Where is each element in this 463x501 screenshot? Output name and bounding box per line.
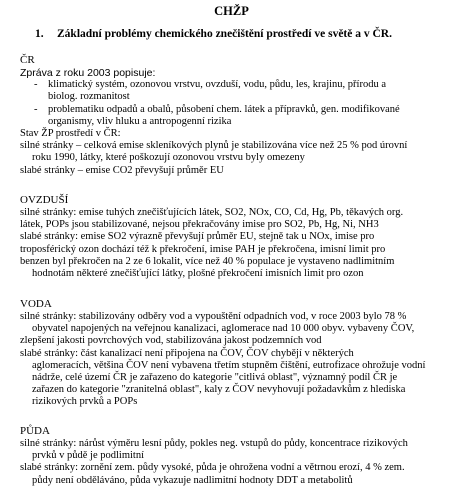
soil-title: PŮDA (20, 425, 50, 437)
cr-bullet-2-text: problematiku odpadů a obalů, působení chem. látek a přípravků, gen. modifikované (48, 103, 400, 115)
air-line-2: látek, POPs jsou stabilizované, nejsou překračovány imise pro SO2, Pb, Hg, Ni, NH3 (20, 219, 379, 231)
water-line-3: zlepšení jakosti povrchových vod, stabilizována jakost podzemních vod (20, 335, 322, 347)
soil-line-1: silné stránky: nárůst výměru lesní půdy, pokles neg. vstupů do půdy, koncentrace rizikových (20, 438, 408, 449)
soil-line-3: slabé stránky: zornění zem. půdy vysoké, půda je ohrožena vodní a větrnou erozí, 4 % zem. (20, 462, 405, 474)
heading-text: Základní problémy chemického znečištění prostředí ve světě a v ČR. (57, 28, 392, 40)
document-title: CHŽP (214, 4, 249, 18)
water-line-4: slabé stránky: část kanalizací není připojena na ČOV, ČOV chybějí v některých (20, 347, 354, 359)
cr-weak: slabé stránky – emise CO2 převyšují průměr EU (20, 164, 224, 176)
air-line-6: hodnotám některé znečišťující látky, plošné překročení imisních limit pro ozon (32, 268, 364, 280)
soil-line-4: půdy není obděláváno, půda vykazuje nadlimitní hodnoty DDT a metabolitů (32, 474, 353, 486)
cr-strong-1: silné stránky – celková emise skleníkových plynů je stabilizována více než 25 % pod úrovní (20, 140, 408, 152)
air-line-5: benzen byl překročen na 2 ze 6 lokalit, více než 40 % populace je vystaveno nadlimitním (20, 255, 395, 267)
cr-intro: Zpráva z roku 2003 popisuje: (20, 67, 156, 79)
water-line-1: silné stránky: stabilizovány odběry vod a vypouštění odpadních vod, v roce 2003 bylo 78 % (20, 311, 407, 322)
section-soil (20, 425, 458, 487)
water-title: VODA (20, 298, 52, 310)
cr-bullet-2 (20, 104, 458, 116)
section-air (20, 194, 458, 280)
cr-bullet-2-cont: organismy, vliv hluku a antropogenní rizika (48, 115, 232, 127)
cr-bullet-1-text: klimatický systém, ozonovou vrstvu, ovzduší, vodu, půdu, les, krajinu, přírodu a (48, 79, 386, 91)
section-cr (20, 54, 458, 177)
section-water (20, 298, 458, 409)
air-line-1: silné stránky: emise tuhých znečišťujících látek, SO2, NOx, CO, Cd, Hg, Pb, těkavých org. (20, 207, 404, 218)
water-line-8: rizikových prvků a POPs (32, 396, 138, 408)
water-line-5: aglomeracích, většina ČOV není vybavena třetím stupněm čištění, eutrofizace ohrožuje vodní (32, 359, 426, 371)
dash-marker: - (34, 79, 38, 91)
air-title: OVZDUŠÍ (20, 194, 69, 206)
cr-state: Stav ŽP prostředí v ČR: (20, 128, 121, 140)
water-line-6: nádrže, celé území ČR je zařazeno do kategorie "citlivá oblast", významný podíl ČR je (32, 372, 398, 384)
cr-strong-2: roku 1990, látky, které poškozují ozonovou vrstvu byly omezeny (32, 152, 305, 164)
air-line-3: slabé stránky: emise SO2 výrazně převyšují průměr EU, stejně tak u NOx, imise pro (20, 231, 375, 243)
soil-line-2: prvků v půdě je podlimitní (32, 450, 144, 462)
water-line-7: zařazen do kategorie "zranitelná oblast", kaly z ČOV nevyhovují požadavkům z hlediska (32, 384, 406, 396)
dash-marker: - (34, 103, 38, 115)
cr-bullet-1 (20, 79, 458, 91)
cr-title: ČR (20, 54, 35, 66)
heading-number: 1. (35, 28, 44, 40)
section-heading (35, 28, 392, 40)
air-line-4: troposférický ozon dochází též k překročení, imise PAH je překročena, imisní limit pro (20, 243, 386, 255)
water-line-2: obyvatel napojených na veřejnou kanalizaci, aglomerace nad 10 000 obyv. vybaveny ČOV, (32, 323, 415, 335)
cr-bullet-1-cont: biolog. rozmanitost (48, 91, 130, 103)
